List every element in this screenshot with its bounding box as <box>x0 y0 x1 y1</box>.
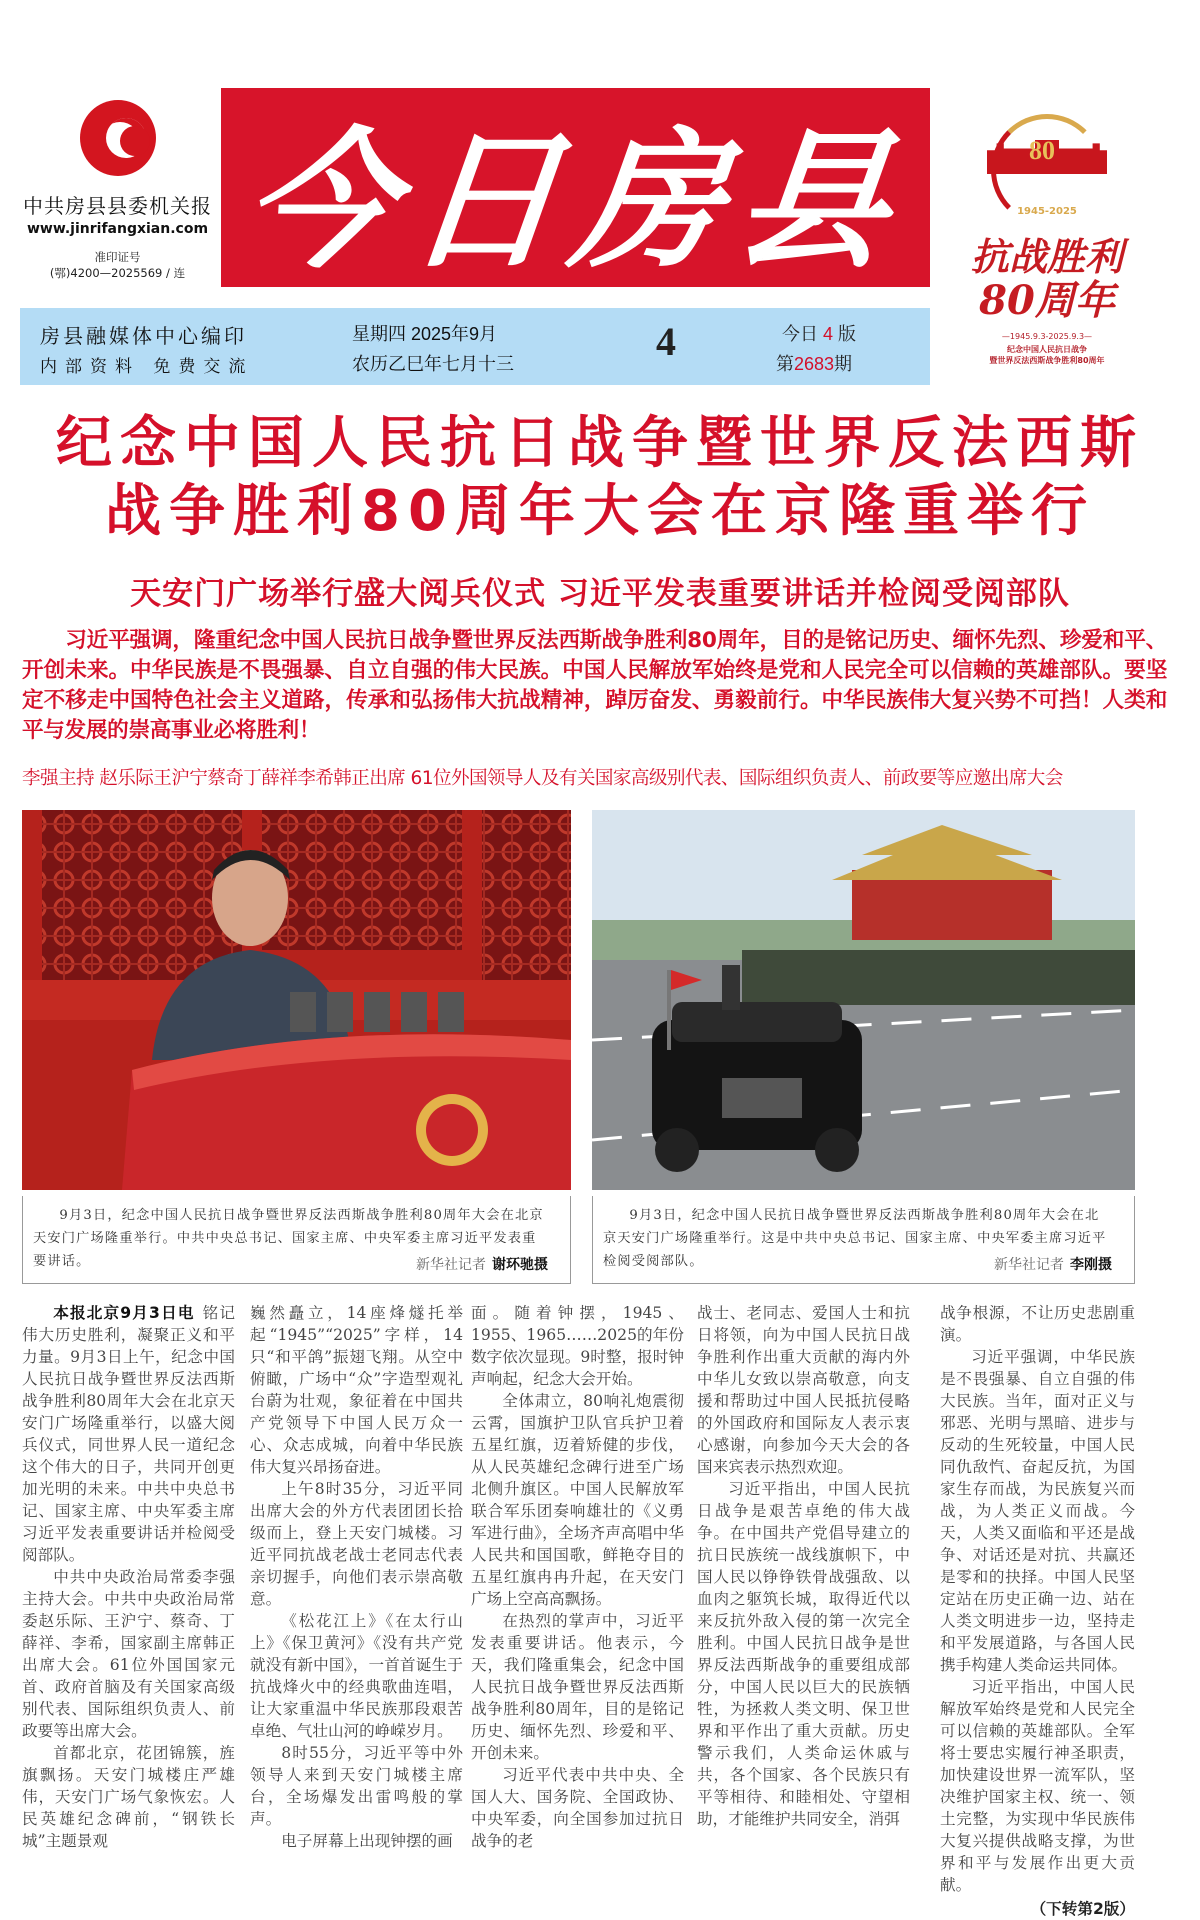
permit-info <box>20 249 215 281</box>
paragraph-text: 铭记伟大历史胜利，凝聚正义和平力量。9月3日上午，纪念中国人民抗日战争暨世界反法西斯战争胜利80周年大会在北京天安门广场隆重举行，以盛大阅兵仪式，同世界人民一道纪念这个伟大的日子，共同开创更加光明的未来。中共中央总书记、国家主席、中央军委主席习近平发表重要讲话并检阅受阅部队。 <box>22 1304 235 1564</box>
badge-years: 1945-2025 <box>1017 206 1077 217</box>
article-paragraph: 全体肃立，80响礼炮震彻云霄，国旗护卫队官兵护卫着五星红旗，迈着矫健的步伐，从人民英雄纪念碑行进至广场北侧升旗区。中国人民解放军联合军乐团奏响雄壮的《义勇军进行曲》，全场齐声高唱中华人民共和国国歌，鲜艳夺目的五星红旗冉冉升起，在天安门广场上空高高飘扬。 <box>471 1392 684 1608</box>
caption-text: 9月3日，纪念中国人民抗日战争暨世界反法西斯战争胜利80周年大会在北京天安门广场隆重举行。中共中央总书记、国家主席、中央军委主席习近平发表重要讲话。 <box>33 1208 544 1269</box>
photo-caption-2 <box>592 1196 1135 1284</box>
website-link[interactable]: www.jinrifangxian.com <box>26 221 209 237</box>
issue-number <box>776 350 852 376</box>
subheadline: 天安门广场举行盛大阅兵仪式 习近平发表重要讲话并检阅受阅部队 <box>130 576 1070 612</box>
article-paragraph: 习近平代表中共中央、全国人大、国务院、全国政协、中央军委，向全国参加过抗日战争的老 <box>471 1766 684 1850</box>
article-paragraph <box>22 1302 235 1566</box>
editor-label: 房县融媒体中心编印 <box>40 326 247 348</box>
masthead-logo-text: 今日房县 <box>236 112 912 289</box>
article-paragraph: 电子屏幕上出现钟摆的画 <box>281 1832 453 1850</box>
issue-info-bar <box>20 308 930 385</box>
credit-label: 新华社记者 <box>994 1257 1064 1273</box>
emblem-line2: 暨世界反法西斯战争胜利80周年 <box>989 356 1105 365</box>
article-paragraph: 面。随着钟摆，1945、1955、1965……2025的年份数字依次显现。9时整，报时钟声响起，纪念大会开始。 <box>471 1304 684 1388</box>
issue-day: 4 <box>656 319 676 364</box>
deck-line: 李强主持 赵乐际王沪宁蔡奇丁薛祥李希韩正出席 61位外国领导人及有关国家高级别代表、国际组织负责人、前政要等应邀出席大会 <box>22 768 1063 789</box>
continued-on-page-2-link[interactable]: （下转第2版） <box>1030 1900 1135 1918</box>
article-paragraph: 战争根源，不让历史悲剧重演。 <box>940 1304 1135 1344</box>
article-paragraph: 习近平指出，中国人民抗日战争是艰苦卓绝的伟大战争。在中国共产党倡导建立的抗日民族统一战线旗帜下，中国人民以铮铮铁骨战强敌、以血肉之躯筑长城，取得近代以来反抗外敌入侵的第一次完全胜利。中国人民抗日战争是世界反法西斯战争的重要组成部分，中国人民以巨大的民族牺牲，为拯救人类文明、保卫世界和平作出了重大贡献。历史警示我们，人类命运休戚与共，各个国家、各个民族只有平等相待、和睦相处、守望相助，才能维护共同安全，消弭 <box>697 1480 910 1828</box>
publisher-name: 中共房县县委机关报 <box>23 194 212 218</box>
emblem-calligraphy-1: 抗战胜利 <box>970 234 1123 279</box>
page-count-suffix: 版 <box>838 324 857 344</box>
summary-paragraph: 习近平强调，隆重纪念中国人民抗日战争暨世界反法西斯战争胜利80周年，目的是铭记历史、缅怀先烈、珍爱和平、开创未来。中华民族是不畏强暴、自立自强的伟大民族。中国人民解放军始终是党和人民完全可以信赖的英雄部队。要坚定不移走中国特色社会主义道路，传承和弘扬伟大抗战精神，踔厉奋发、勇毅前行。中华民族伟大复兴势不可挡！人类和平与发展的崇高事业必将胜利！ <box>22 628 1167 743</box>
article-paragraph: 巍然矗立，14座烽燧托举起“1945”“2025”字样，14只“和平鸽”振翅飞翔。从空中俯瞰，广场中“众”字造型观礼台蔚为壮观，象征着在中国共产党领导下中国人民万众一心、众志成城，向着中华民族伟大复兴昂扬奋进。 <box>250 1304 463 1476</box>
article-column-3 <box>471 1302 684 1852</box>
caption-text: 9月3日，纪念中国人民抗日战争暨世界反法西斯战争胜利80周年大会在北京天安门广场隆重举行。这是中共中央总书记、国家主席、中央军委主席习近平检阅受阅部队。 <box>603 1208 1107 1269</box>
badge-number: 80 <box>1029 136 1055 165</box>
article-paragraph: 在热烈的掌声中，习近平发表重要讲话。他表示，今天，我们隆重集会，纪念中国人民抗日战争暨世界反法西斯战争胜利80周年，目的是铭记历史、缅怀先烈、珍爱和平、开创未来。 <box>471 1612 684 1762</box>
newspaper-logo-icon <box>80 100 156 176</box>
page-count-prefix: 今日 <box>782 324 818 344</box>
article-column-2 <box>250 1302 463 1852</box>
article-paragraph: 习近平指出，中国人民解放军始终是党和人民完全可以信赖的英雄部队。全军将士要忠实履行神圣职责，加快建设世界一流军队，坚决维护国家主权、统一、领土完整，为实现中华民族伟大复兴提供战略支撑，为世界和平与发展作出更大贡献。 <box>940 1678 1135 1894</box>
issue-date: 星期四 2025年9月 <box>352 324 498 344</box>
article-paragraph: 习近平强调，中华民族是不畏强暴、自立自强的伟大民族。当年，面对正义与邪恶、光明与黑暗、进步与反动的生死较量，中国人民同仇敌忾、奋起反抗，为国家生存而战，为民族复兴而战，为人类正义而战。今天，人类又面临和平还是战争、对话还是对抗、共赢还是零和的抉择。中国人民坚定站在历史正确一边、站在人类文明进步一边，坚持走和平发展道路，与各国人民携手构建人类命运共同体。 <box>940 1348 1135 1674</box>
dateline: 本报北京9月3日电 <box>53 1304 195 1322</box>
emblem-line1: 纪念中国人民抗日战争 <box>1007 345 1087 354</box>
lunar-date: 农历乙巳年七月十三 <box>352 354 514 374</box>
headline-line-1: 纪念中国人民抗日战争暨世界反法西斯 <box>56 411 1144 476</box>
credit-name: 谢环驰摄 <box>492 1257 548 1273</box>
article-column-1 <box>22 1302 235 1852</box>
permit-number: (鄂)4200—2025569 / 连 <box>49 266 186 280</box>
publisher-block <box>20 92 215 292</box>
emblem-dates: —1945.9.3-2025.9.3— <box>1001 332 1093 341</box>
photo-credit <box>994 1254 1112 1277</box>
photo-caption-1 <box>22 1196 571 1284</box>
headline-line-2: 战争胜利80周年大会在京隆重举行 <box>105 479 1095 544</box>
article-paragraph: 上午8时35分，习近平同出席大会的外方代表团团长拾级而上，登上天安门城楼。习近平同抗战老战士老同志代表亲切握手，向他们表示崇高敬意。 <box>250 1480 463 1608</box>
photo-speech <box>22 810 571 1190</box>
article-paragraph: 首都北京，花团锦簇，旌旗飘扬。天安门城楼庄严雄伟，天安门广场气象恢宏。人民英雄纪念碑前，“钢铁长城”主题景观 <box>22 1744 235 1850</box>
article-paragraph: 中共中央政治局常委李强主持大会。中共中央政治局常委赵乐际、王沪宁、蔡奇、丁薛祥、李希，国家副主席韩正出席大会。61位外国国家元首、政府首脑及有关国家高级别代表、国际组织负责人、前政要等出席大会。 <box>22 1568 235 1740</box>
credit-name: 李刚摄 <box>1070 1257 1112 1273</box>
great-wall-badge-icon <box>983 114 1111 204</box>
masthead-title <box>221 88 930 287</box>
emblem-calligraphy-2: 80周年 <box>979 277 1115 324</box>
issue-prefix: 第 <box>776 354 794 374</box>
page-count-value: 4 <box>823 324 834 344</box>
article-column-5 <box>940 1302 1135 1920</box>
distribution-note: 内部资料 免费交流 <box>40 357 254 377</box>
anniversary-emblem <box>952 108 1142 398</box>
main-headline <box>0 410 1200 546</box>
article-paragraph: 《松花江上》《在太行山上》《保卫黄河》《没有共产党就没有新中国》，一首首诞生于抗战烽火中的经典歌曲连唱，让大家重温中华民族那段艰苦卓绝、气壮山河的峥嵘岁月。 <box>250 1612 463 1740</box>
article-paragraph: 8时55分，习近平等中外领导人来到天安门城楼主席台，全场爆发出雷鸣般的掌声。 <box>250 1744 463 1828</box>
photo-review <box>592 810 1135 1190</box>
page-count <box>782 320 856 346</box>
issue-number-value: 2683 <box>794 354 835 374</box>
issue-suffix: 期 <box>834 354 853 374</box>
photo-credit <box>416 1254 548 1277</box>
permit-label: 准印证号 <box>94 250 141 264</box>
article-column-4 <box>697 1302 910 1830</box>
credit-label: 新华社记者 <box>416 1257 486 1273</box>
article-paragraph: 战士、老同志、爱国人士和抗日将领，向为中国人民抗日战争胜利作出重大贡献的海内外中华儿女致以崇高敬意，向支援和帮助过中国人民抵抗侵略的外国政府和国际友人表示衷心感谢，向参加今天大会的各国来宾表示热烈欢迎。 <box>697 1304 910 1476</box>
